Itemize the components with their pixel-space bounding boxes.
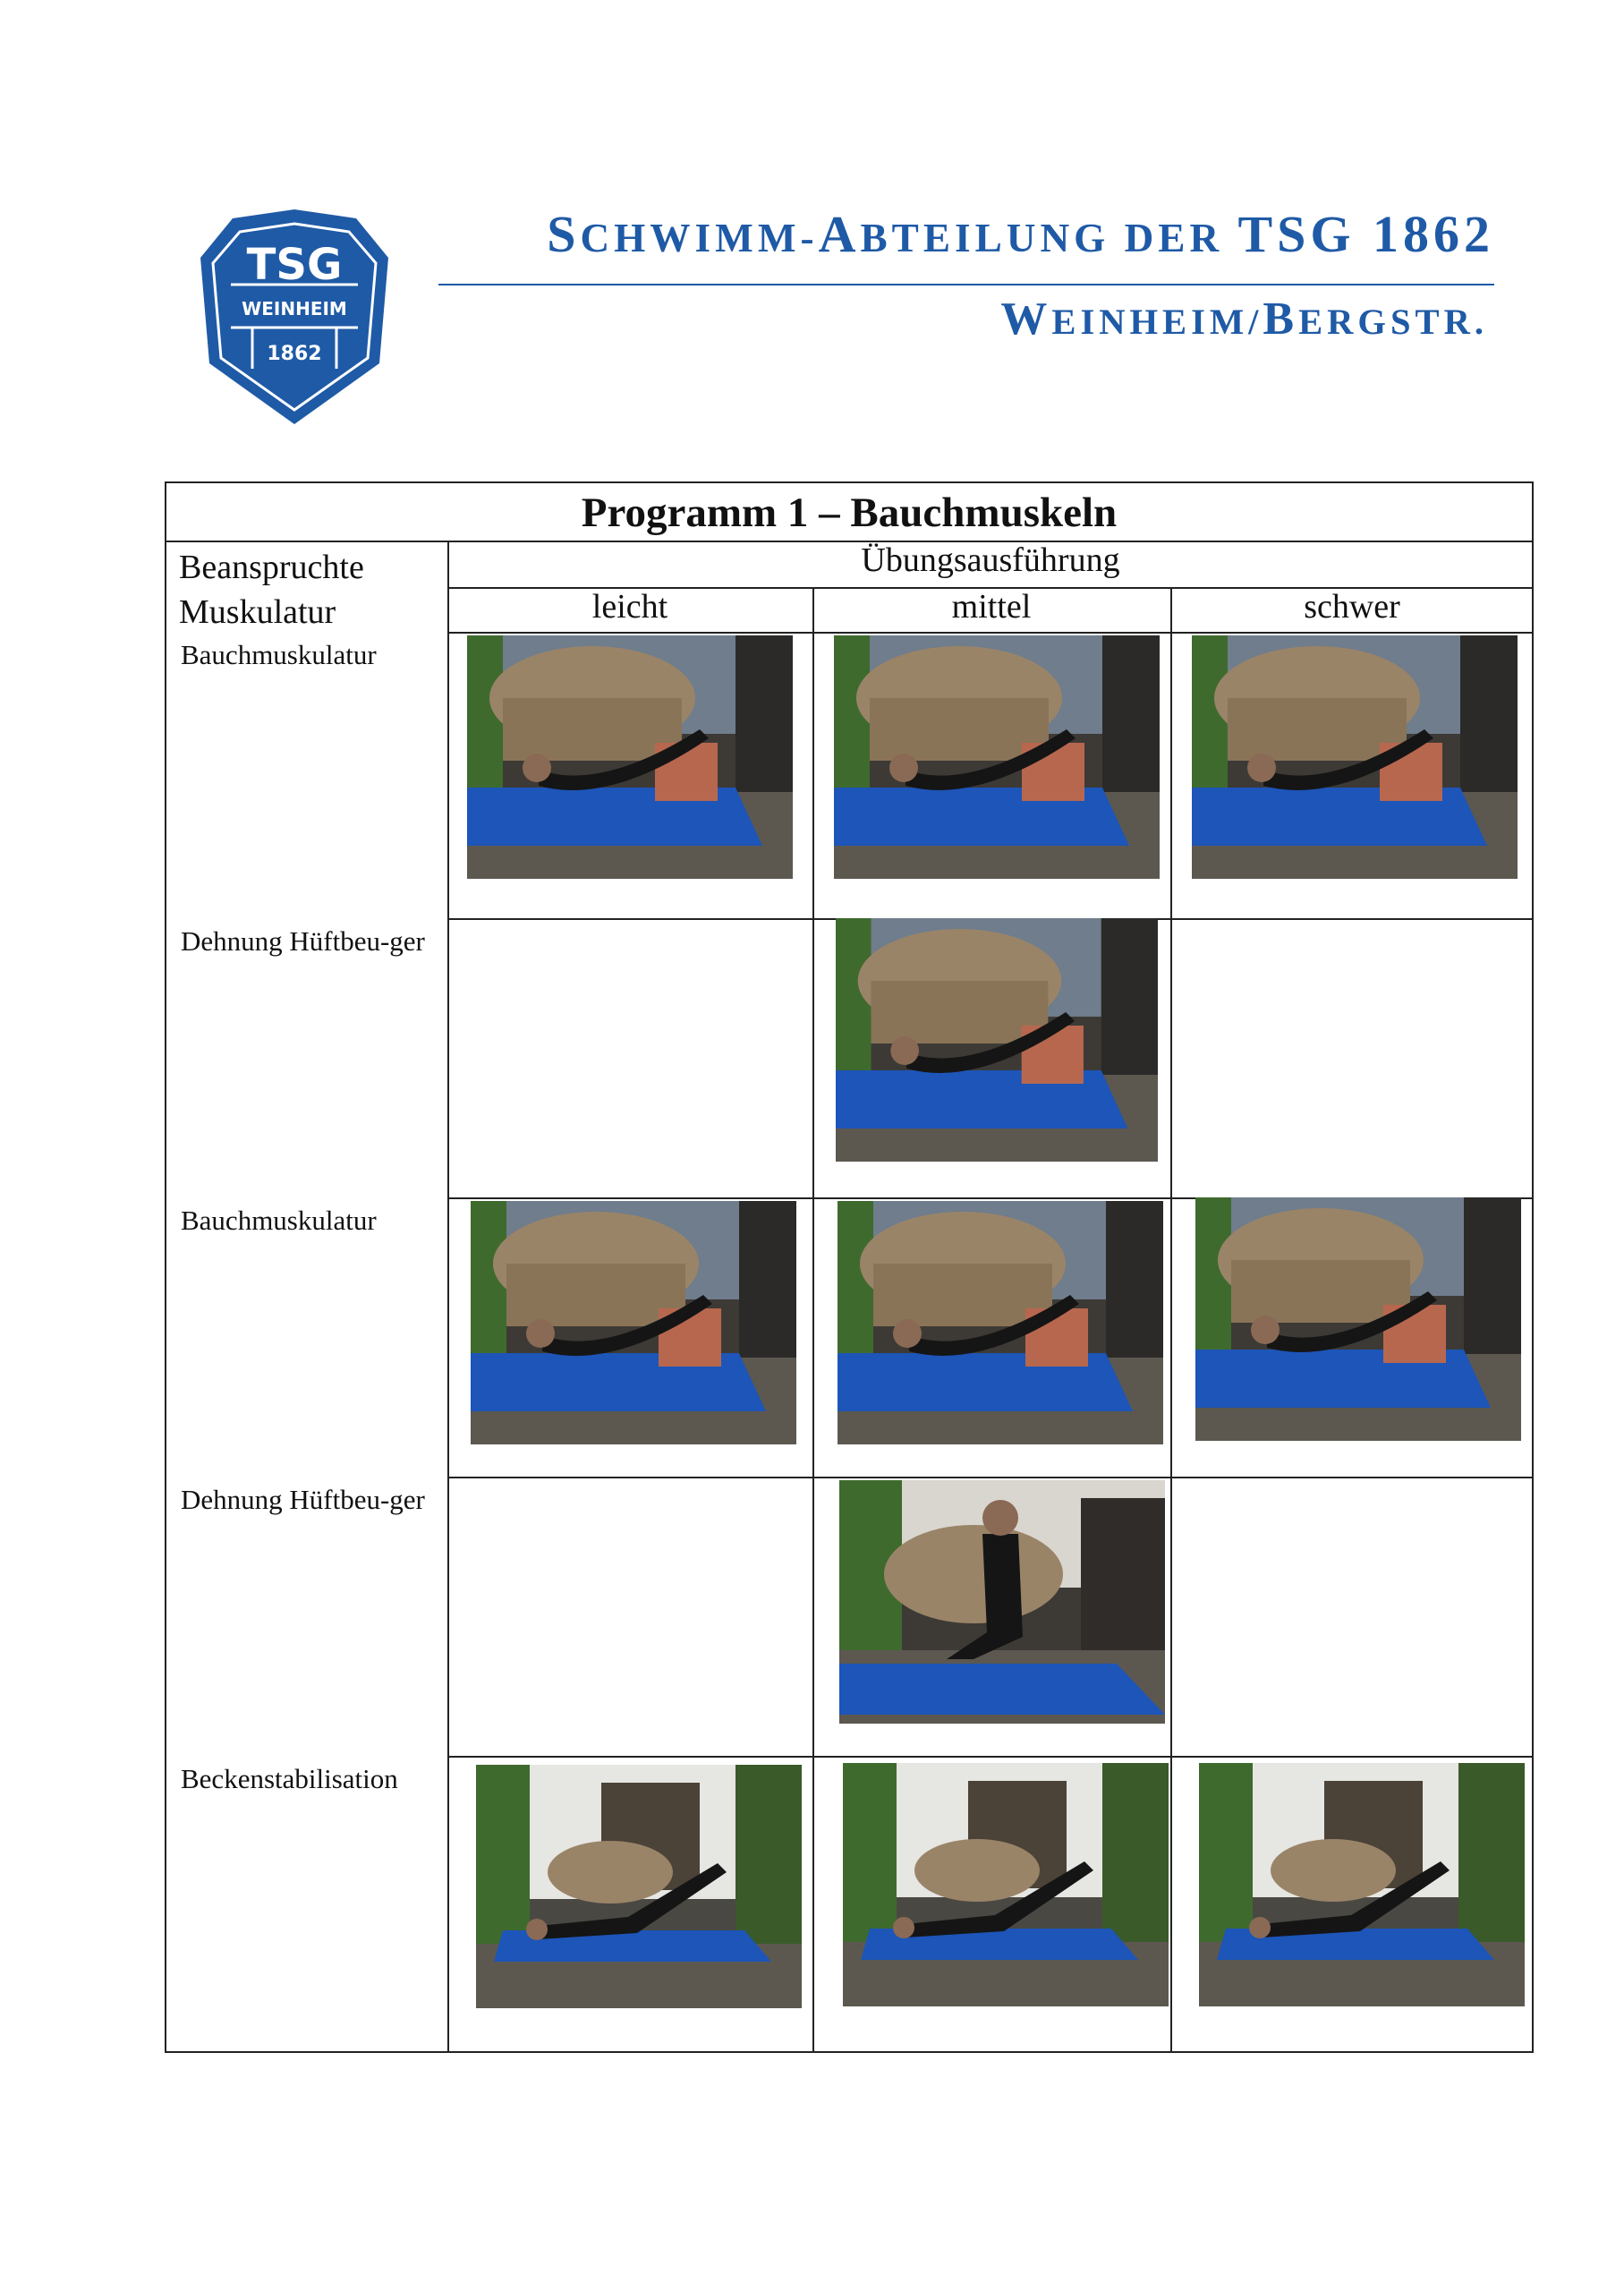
exercise-photo [467,635,793,879]
table-line [447,1477,1534,1478]
muscle-header-line1: Beanspruchte [179,549,364,586]
title-part: EINHEIM/ [1051,302,1263,342]
exercise-photo [1195,1197,1521,1441]
exercise-photo [1199,1763,1525,2006]
logo-year-text: 1862 [267,343,322,365]
column-header-mittel: mittel [951,588,1032,626]
row-label: Dehnung Hüftbeu-ger [181,1484,425,1515]
muscle-header-line2: Muskulatur [179,593,336,631]
execution-header: Übungsausführung [861,541,1120,579]
club-title-line2 [461,293,1488,345]
table-border-top [165,481,1534,483]
exercise-table [165,481,1534,2053]
title-part: CHWIMM- [580,216,819,260]
title-initial: B [1263,294,1299,345]
row-label: Dehnung Hüftbeu-ger [181,925,425,957]
row-label: Beckenstabilisation [181,1763,398,1794]
table-line [812,587,814,2053]
tsg-logo [195,206,394,428]
row-label: Bauchmuskulatur [181,639,377,670]
exercise-photo [1192,635,1518,879]
table-border-right [1532,481,1534,2053]
exercise-photo [471,1201,796,1444]
logo-weinheim-text: WEINHEIM [242,298,347,319]
exercise-photo [836,918,1158,1162]
table-border-left [165,481,166,2053]
logo-tsg-text: TSG [246,240,343,290]
exercise-photo [838,1201,1163,1444]
column-header-leicht: leicht [591,588,668,626]
title-part: BTEILUNG DER [860,216,1238,260]
exercise-photo [839,1480,1165,1724]
table-line [447,632,1534,634]
table-line [447,1756,1534,1758]
table-border-bottom [165,2051,1534,2053]
row-label: Bauchmuskulatur [181,1205,377,1236]
table-line [447,541,449,2053]
title-initial: S [547,205,581,263]
exercise-photo [476,1765,802,2008]
title-initial: A [818,205,861,263]
column-header-schwer: schwer [1304,588,1400,626]
exercise-photo [834,635,1160,879]
title-initial: W [1000,294,1052,345]
club-title-line1 [461,204,1494,264]
title-part: ERGSTR. [1298,302,1488,342]
title-part: TSG 1862 [1237,205,1494,263]
program-title: Programm 1 – Bauchmuskeln [581,490,1118,536]
exercise-photo [843,1763,1169,2006]
header-divider [438,284,1494,285]
table-line [1170,587,1172,2053]
